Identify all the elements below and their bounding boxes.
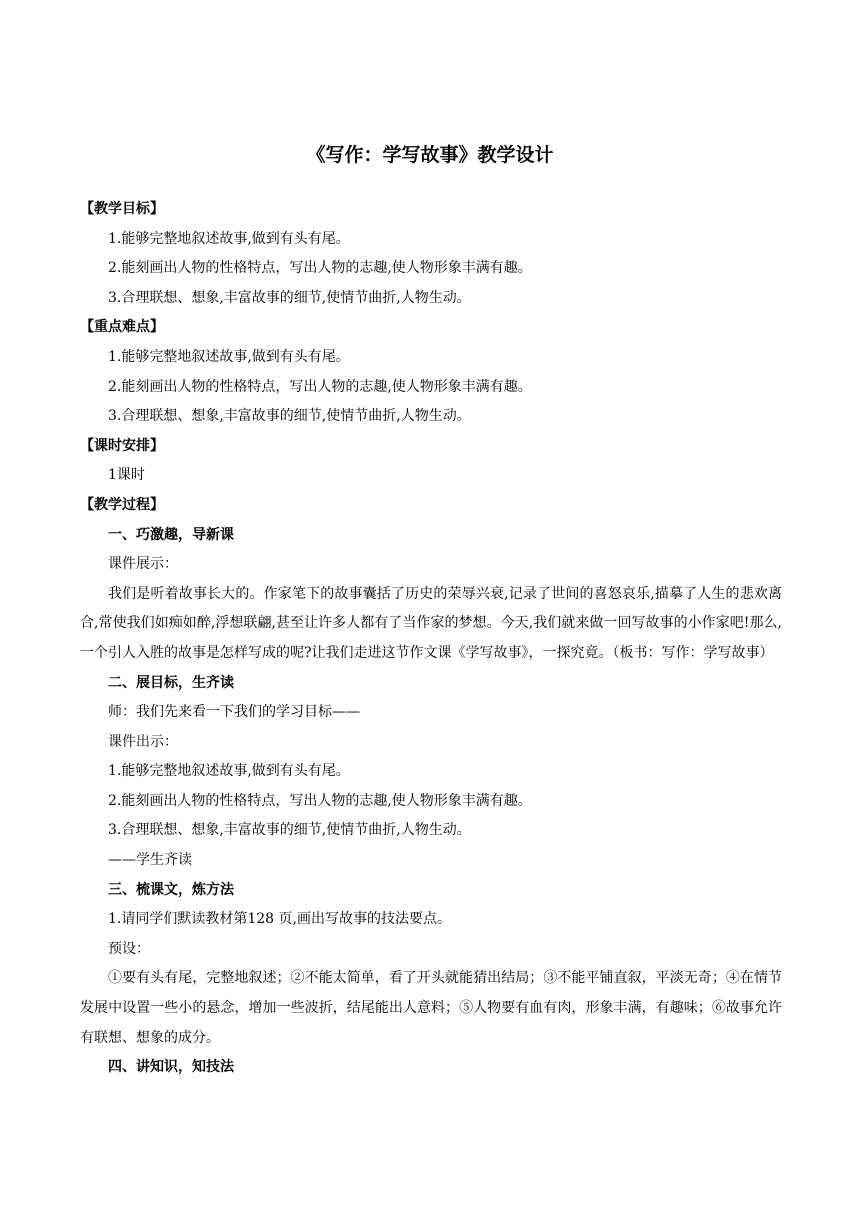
step2-item: 3.合理联想、想象,丰富故事的细节,使情节曲折,人物生动。 bbox=[108, 822, 471, 839]
step2-item: 1.能够完整地叙述故事,做到有头有尾。 bbox=[108, 763, 350, 780]
schedule-heading: 【课时安排】 bbox=[80, 437, 164, 454]
step4-title: 四、讲知识，知技法 bbox=[108, 1059, 234, 1076]
keypoints-heading: 【重点难点】 bbox=[80, 319, 164, 336]
step3-title: 三、梳课文，炼方法 bbox=[108, 881, 234, 898]
schedule-text: 1课时 bbox=[108, 467, 145, 484]
step2-title: 二、展目标，生齐读 bbox=[108, 674, 234, 691]
goal-item: 1.能够完整地叙述故事,做到有头有尾。 bbox=[108, 230, 350, 247]
keypoint-item: 2.能刻画出人物的性格特点，写出人物的志趣,使人物形象丰满有趣。 bbox=[108, 378, 532, 395]
step2-closing: ——学生齐读 bbox=[108, 852, 192, 869]
document-body bbox=[80, 195, 782, 1083]
step1-title: 一、巧激趣，导新课 bbox=[108, 526, 234, 543]
document-title: 《写作：学写故事》教学设计 bbox=[306, 144, 554, 166]
step3-paragraph: ①要有头有尾，完整地叙述；②不能太简单，看了开头就能猜出结局；③不能平铺直叙，平淡无奇；④在情节发展中设置一些小的悬念，增加一些波折，结尾能出人意料；⑤人物要有血有肉，形象丰满，有趣味；⑥故事允许有联想、想象的成分。 bbox=[80, 970, 782, 1046]
keypoint-item: 3.合理联想、想象,丰富故事的细节,使情节曲折,人物生动。 bbox=[108, 408, 471, 425]
step1-paragraph: 我们是听着故事长大的。作家笔下的故事囊括了历史的荣辱兴衰,记录了世间的喜怒哀乐,描摹了人生的悲欢离合,常使我们如痴如醉,浮想联翩,甚至让许多人都有了当作家的梦想。今天,我们就来做一回写故事的小作家吧!那么,一个引人入胜的故事是怎样写成的呢?让我们走进这节作文课《学写故事》，一探究竟。（板书：写作：学写故事） bbox=[80, 585, 782, 661]
step2-teacher-line: 师：我们先来看一下我们的学习目标—— bbox=[108, 704, 360, 721]
goal-item: 2.能刻画出人物的性格特点，写出人物的志趣,使人物形象丰满有趣。 bbox=[108, 260, 532, 277]
goal-item: 3.合理联想、想象,丰富故事的细节,使情节曲折,人物生动。 bbox=[108, 289, 471, 306]
keypoint-item: 1.能够完整地叙述故事,做到有头有尾。 bbox=[108, 348, 350, 365]
step1-label: 课件展示： bbox=[108, 556, 178, 573]
step2-item: 2.能刻画出人物的性格特点，写出人物的志趣,使人物形象丰满有趣。 bbox=[108, 792, 532, 809]
goals-heading: 【教学目标】 bbox=[80, 201, 164, 217]
step3-label: 预设： bbox=[108, 940, 150, 957]
process-heading: 【教学过程】 bbox=[80, 496, 164, 513]
step2-label: 课件出示： bbox=[108, 733, 178, 750]
step3-task: 1.请同学们默读教材第128 页,画出写故事的技法要点。 bbox=[108, 911, 451, 928]
